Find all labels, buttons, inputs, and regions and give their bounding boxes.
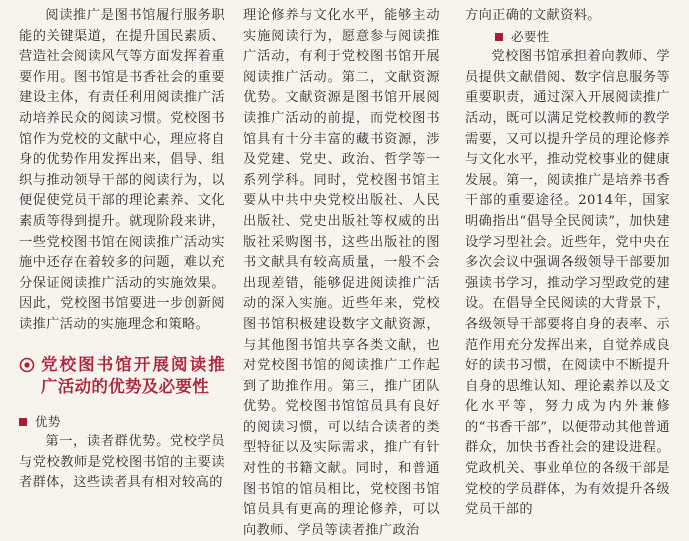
square-bullet-icon	[495, 33, 503, 41]
intro-paragraph: 阅读推广是图书馆履行服务职能的关键渠道，在提升国民素质、营造社会阅读风气等方面发挥着重要作用。图书馆是书香社会的重要建设主体，有责任利用阅读推广活动培养民众的阅读习惯。党校图书馆作为党校的文献中心，理应将自身的优势作用发挥出来，倡导、组织与推动领导干部的阅读行为，以便促使党员干部的理论素养、文化素质等得到提升。就现阶段来讲，一些党校图书馆在阅读推广活动实施中还存在着较多的问题，难以充分保证阅读推广活动的实施效果。因此，党校图书馆要进一步创新阅读推广活动的实施理念和策略。	[19, 8, 225, 332]
column-2	[243, 6, 440, 541]
column-3	[465, 6, 670, 521]
advantage-paragraph-continued: 理论修养与文化水平，能够主动实施阅读行为，愿意参与阅读推广活动，有利于党校图书馆开展阅读推广活动。第二，文献资源优势。文献资源是图书馆开展阅读推广活动的前提，而党校图书馆具有十分丰富的藏书资源，涉及党建、党史、政治、哲学等一系列学科。同时，党校图书馆主要从中共中央党校出版社、人民出版社、党史出版社等权威的出版社采购图书，这些出版社的图书文献具有较高质量，一般不会出现差错，能够促进阅读推广活动的深入实施。近些年来，党校图书馆积极建设数字文献资源，与其他图书馆共享各类文献，也对党校图书馆的阅读推广工作起到了助推作用。第三，推广团队优势。党校图书馆馆员具有良好的阅读习惯，可以结合读者的类型特征以及实际需求，推广有针对性的书籍文献。同时，和普通图书馆的馆员相比，党校图书馆馆员具有更高的理论修养，可以向教师、学员等读者推广政治	[243, 8, 440, 538]
target-icon	[19, 357, 35, 373]
subhead-advantage	[19, 412, 225, 433]
necessity-paragraph: 党校图书馆承担着向教师、学员提供文献借阅、数字信息服务等重要职责，通过深入开展阅读推广活动，既可以满足党校教师的教学需要，又可以提升学员的理论修养与文化水平，推动党校事业的健康发展。第一，阅读推广是培养书香干部的重要途径。2014年，国家明确指出“倡导全民阅读”，加快建设学习型社会。近些年，党中央在多次会议中强调各级领导干部要加强读书学习，推动学习型政党的建设。在倡导全民阅读的大背景下，各级领导干部要将自身的表率、示范作用充分发挥出来，自觉养成良好的读书习惯，在阅读中不断提升自身的思维认知、理论素养以及文化水平等，努力成为内外兼修的“书香干部”，以便带动其他普通群众，加快书香社会的建设进程。党政机关、事业单位的各级干部是党校的学员群体，为有效提升各级党员干部的	[465, 49, 670, 518]
square-bullet-icon	[19, 418, 27, 426]
advantage-paragraph-end: 方向正确的文献资料。	[465, 8, 601, 23]
section-title: 党校图书馆开展阅读推广活动的优势及必要性	[41, 354, 225, 396]
column-1	[19, 6, 225, 494]
subhead-necessity-label: 必要性	[511, 28, 550, 44]
subhead-advantage-label: 优势	[35, 413, 61, 429]
section-heading	[19, 354, 225, 398]
subhead-necessity	[465, 27, 670, 48]
advantage-paragraph-start: 第一，读者群优势。党校学员与党校教师是党校图书馆的主要读者群体，这些读者具有相对较高的	[19, 434, 225, 491]
